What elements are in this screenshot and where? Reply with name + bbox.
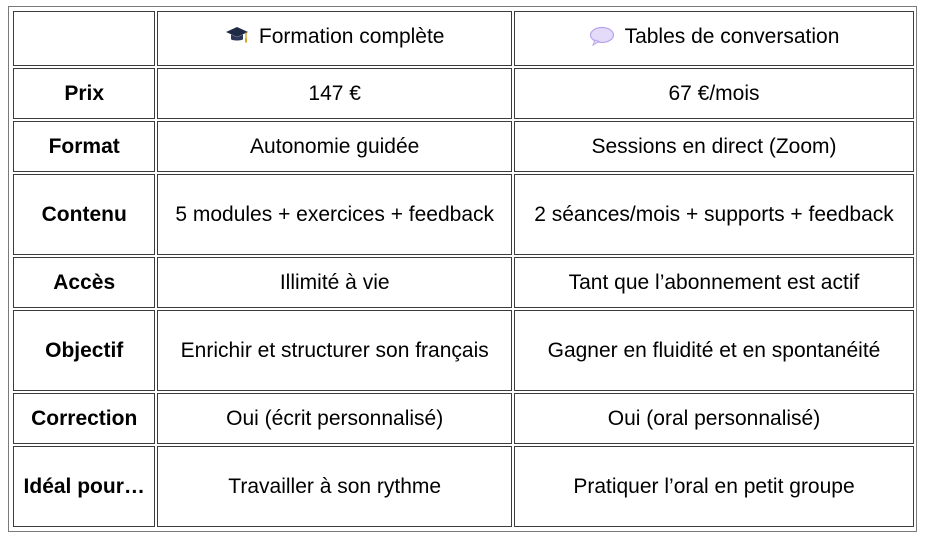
cell-formation: Oui (écrit personnalisé) [157, 393, 512, 444]
table-row-format [13, 121, 914, 172]
cell-tables: Sessions en direct (Zoom) [514, 121, 914, 172]
cell-formation: 5 modules + exercices + feedback [157, 174, 512, 255]
graduation-cap-icon [225, 24, 249, 55]
header-row [13, 11, 914, 66]
cell-tables: 67 €/mois [514, 68, 914, 119]
cell-tables: Pratiquer l’oral en petit groupe [514, 446, 914, 527]
cell-formation: Autonomie guidée [157, 121, 512, 172]
header-empty-cell [13, 11, 155, 66]
row-label: Format [13, 121, 155, 172]
row-label: Idéal pour… [13, 446, 155, 527]
row-label: Correction [13, 393, 155, 444]
table-row-acces [13, 257, 914, 308]
table-row-ideal-pour [13, 446, 914, 527]
row-label: Objectif [13, 310, 155, 391]
row-label: Accès [13, 257, 155, 308]
header-formation-complete [157, 11, 512, 66]
header-formation-title: Formation complète [258, 25, 445, 48]
cell-formation: 147 € [157, 68, 512, 119]
cell-tables: 2 séances/mois + supports + feedback [514, 174, 914, 255]
table-row-contenu [13, 174, 914, 255]
header-tables-conversation [514, 11, 914, 66]
row-label: Contenu [13, 174, 155, 255]
table-row-prix [13, 68, 914, 119]
cell-tables: Oui (oral personnalisé) [514, 393, 914, 444]
comparison-table [11, 9, 916, 529]
cell-tables: Gagner en fluidité et en spontanéité [514, 310, 914, 391]
cell-formation: Illimité à vie [157, 257, 512, 308]
table-row-objectif [13, 310, 914, 391]
cell-formation: Enrichir et structurer son français [157, 310, 512, 391]
speech-bubble-icon [589, 25, 615, 55]
row-label: Prix [13, 68, 155, 119]
header-tables-title: Tables de conversation [624, 25, 840, 48]
cell-formation: Travailler à son rythme [157, 446, 512, 527]
cell-tables: Tant que l’abonnement est actif [514, 257, 914, 308]
table-row-correction [13, 393, 914, 444]
